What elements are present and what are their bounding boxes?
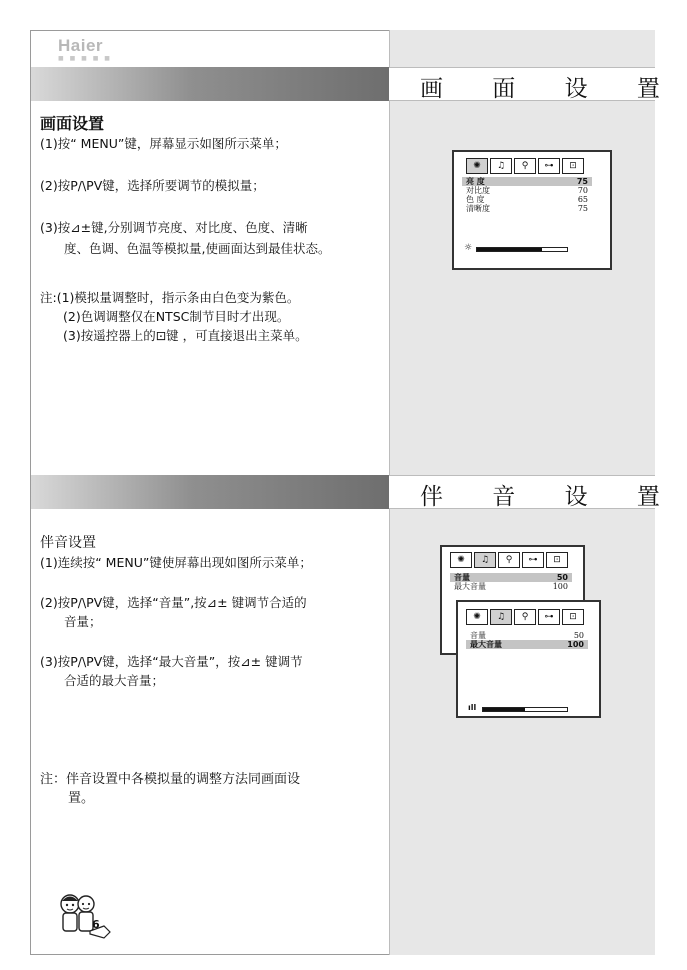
- menu-item-max-volume: 最大音量 100: [466, 640, 588, 649]
- haier-logo: Haier: [58, 36, 104, 55]
- volume-level-fill: [483, 708, 525, 711]
- volume-level-bar: [482, 707, 568, 712]
- picture-menu-screen: [452, 150, 612, 270]
- menu-icon-bar-back: [450, 552, 568, 568]
- picture-level-fill: [477, 248, 542, 251]
- section1-heading: 画面设置: [40, 114, 105, 133]
- section2-step-3: (3)按P/\PV键，选择“最大音量”，按⊿± 键调节: [40, 654, 303, 669]
- page-number: 6: [92, 918, 100, 931]
- search-icon: ⚲: [498, 552, 520, 568]
- lock-icon: ⊶: [538, 158, 560, 174]
- search-icon: ⚲: [514, 158, 536, 174]
- section2-heading: 伴音设置: [40, 535, 96, 551]
- menu-item-max-volume: 最大音量 100: [454, 582, 568, 591]
- section2-step-1: (1)连续按“ MENU”键使屏幕出现如图所示菜单；: [40, 555, 312, 570]
- section1-step-1: (1)按“ MENU”键，屏幕显示如图所示菜单；: [40, 136, 287, 151]
- section1-step-3-cont: 度、色调、色温等模拟量,使画面达到最佳状态。: [64, 241, 331, 256]
- menu-item-sharpness: 清晰度 75: [466, 204, 588, 213]
- picture-icon: ✺: [466, 158, 488, 174]
- menu-icon-bar: [466, 158, 584, 174]
- lock-icon: ⊶: [522, 552, 544, 568]
- sound-icon: ♫: [474, 552, 496, 568]
- menu-item-brightness: 亮 度 75: [462, 177, 592, 186]
- search-icon: ⚲: [514, 609, 536, 625]
- menu-item-contrast: 对比度 70: [466, 186, 588, 195]
- brightness-icon: ☼: [464, 243, 473, 253]
- function-icon: ⊡: [546, 552, 568, 568]
- sound-icon: ♫: [490, 158, 512, 174]
- menu-item-volume: 音量 50: [450, 573, 572, 582]
- volume-icon: ıll: [468, 703, 477, 712]
- section2-band-title: 伴 音 设 置: [420, 484, 681, 510]
- section2-note-cont: 置。: [68, 791, 95, 806]
- sound-menu-screen-front: [456, 600, 601, 718]
- section2-band: [31, 475, 389, 509]
- picture-level-bar: [476, 247, 568, 252]
- section2-note: 注：伴音设置中各模拟量的调整方法同画面设: [40, 772, 301, 787]
- sound-icon: ♫: [490, 609, 512, 625]
- lock-icon: ⊶: [538, 609, 560, 625]
- menu-icon-bar-front: [466, 609, 584, 625]
- picture-icon: ✺: [466, 609, 488, 625]
- section1-step-3: (3)按⊿±键,分别调节亮度、对比度、色度、清晰: [40, 220, 308, 235]
- section1-band: [31, 67, 389, 101]
- section2-step-2: (2)按P/\PV键，选择“音量”,按⊿± 键调节合适的: [40, 595, 307, 610]
- section1-band-title: 画 面 设 置: [420, 76, 681, 102]
- picture-icon: ✺: [450, 552, 472, 568]
- menu-item-color: 色 度 65: [466, 195, 588, 204]
- section1-note-3: (3)按遥控器上的⊡键 ，可直接退出主菜单。: [63, 328, 308, 343]
- menu-item-volume: 音量 50: [470, 631, 584, 640]
- function-icon: ⊡: [562, 609, 584, 625]
- mascot-icon: [52, 890, 112, 940]
- section2-step-2-cont: 音量；: [64, 614, 102, 629]
- section1-note-1: 注:(1)模拟量调整时，指示条由白色变为紫色。: [40, 290, 300, 305]
- section1-step-2: (2)按P/\PV键，选择所要调节的模拟量；: [40, 178, 265, 193]
- function-icon: ⊡: [562, 158, 584, 174]
- logo-dots: ■ ■ ■ ■ ■: [58, 55, 112, 62]
- section2-step-3-cont: 合适的最大音量；: [64, 673, 165, 688]
- section1-note-2: (2)色调调整仅在NTSC制节目时才出现。: [63, 309, 290, 324]
